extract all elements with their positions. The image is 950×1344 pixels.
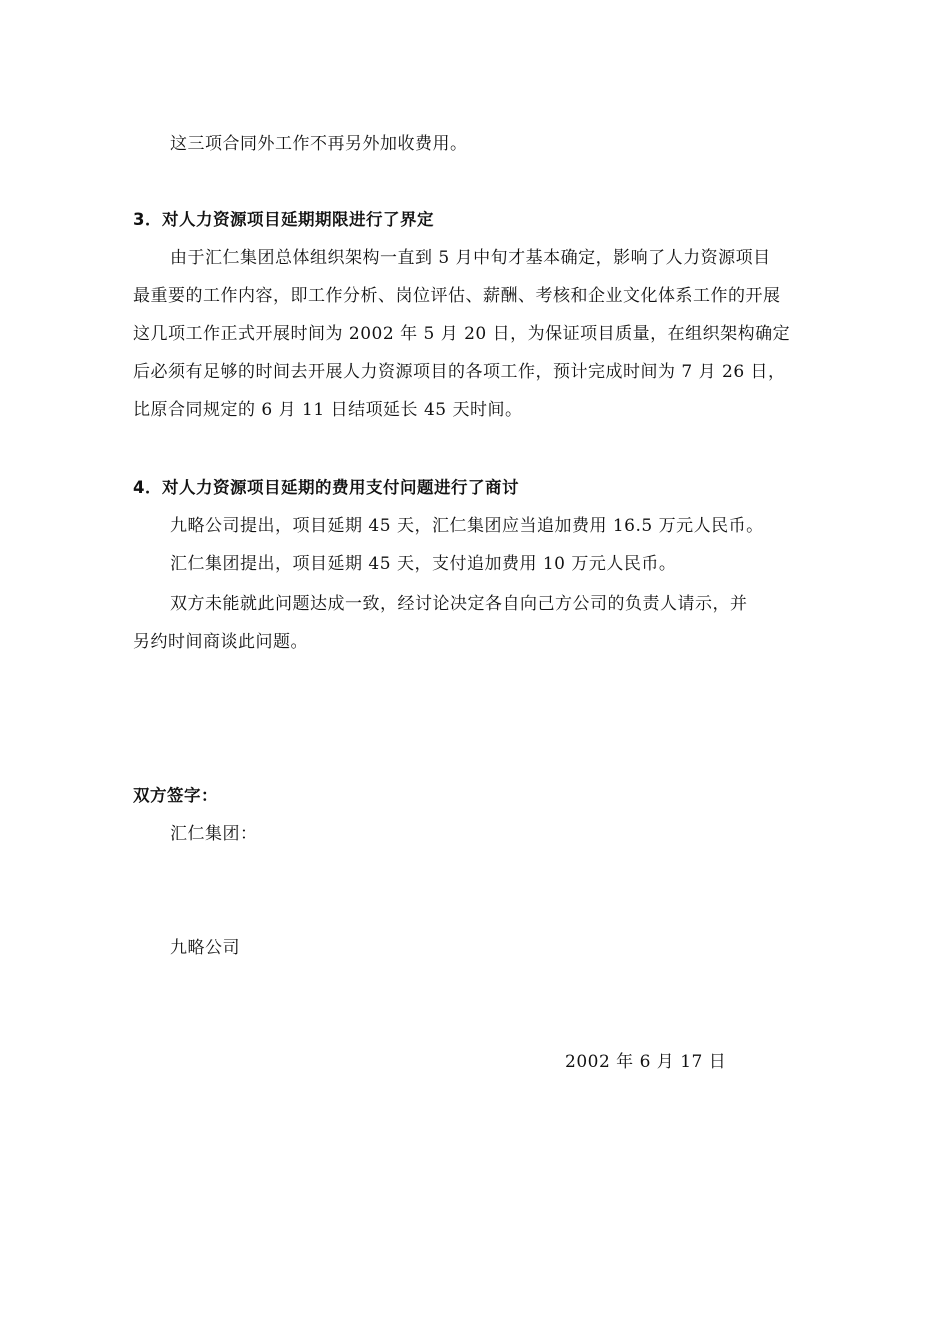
signature-heading: 双方签字： (133, 786, 218, 805)
section-4-line: 另约时间商谈此问题。 (133, 632, 308, 652)
section-4-line: 汇仁集团提出，项目延期 45 天，支付追加费用 10 万元人民币。 (170, 554, 677, 574)
intro-line: 这三项合同外工作不再另外加收费用。 (170, 134, 468, 154)
signature-party-1: 汇仁集团： (170, 824, 258, 844)
section-4-line: 双方未能就此问题达成一致，经讨论决定各自向己方公司的负责人请示，并 (170, 594, 748, 614)
section-3-para-line: 这几项工作正式开展时间为 2002 年 5 月 20 日，为保证项目质量，在组织架构确定 (133, 324, 791, 344)
section-3-para-line: 最重要的工作内容，即工作分析、岗位评估、薪酬、考核和企业文化体系工作的开展 (133, 286, 781, 306)
section-3-para-line: 由于汇仁集团总体组织架构一直到 5 月中旬才基本确定，影响了人力资源项目 (170, 248, 771, 268)
section-3-para-line: 后必须有足够的时间去开展人力资源项目的各项工作，预计完成时间为 7 月 26 日， (133, 362, 786, 382)
section-4-heading: 4．对人力资源项目延期的费用支付问题进行了商讨 (133, 478, 519, 497)
section-3-heading: 3．对人力资源项目延期期限进行了界定 (133, 210, 434, 229)
signature-party-2: 九略公司 (170, 938, 240, 958)
section-3-para-line: 比原合同规定的 6 月 11 日结项延长 45 天时间。 (133, 400, 523, 420)
section-4-line: 九略公司提出，项目延期 45 天，汇仁集团应当追加费用 16.5 万元人民币。 (170, 516, 764, 536)
signature-date: 2002 年 6 月 17 日 (565, 1052, 727, 1072)
